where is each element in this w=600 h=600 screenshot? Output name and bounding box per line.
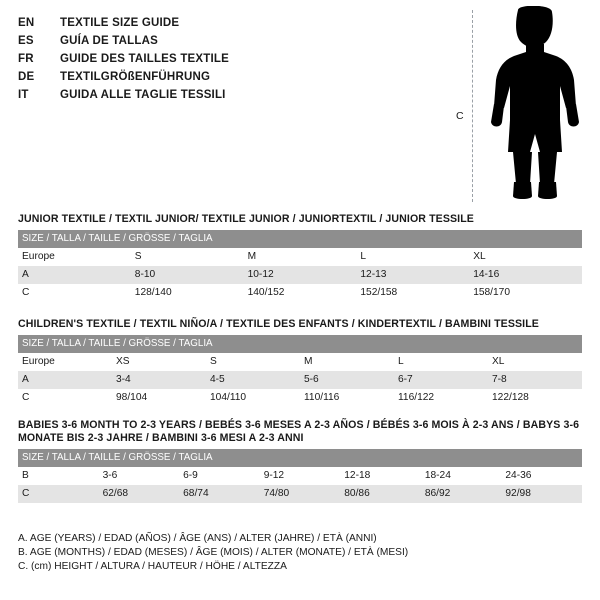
- language-code: DE: [18, 71, 35, 83]
- cell: 74/80: [260, 485, 341, 503]
- row-label: Europe: [18, 353, 112, 371]
- table-row: [18, 248, 582, 266]
- language-title: GUÍA DE TALLAS: [60, 35, 158, 47]
- dashed-height-line: [472, 10, 473, 202]
- language-code: EN: [18, 17, 35, 29]
- legend-line-a: A. AGE (YEARS) / EDAD (AÑOS) / ÂGE (ANS) / ALTER (JAHRE) / ETÀ (ANNI): [18, 533, 377, 544]
- cell: 24-36: [501, 467, 582, 485]
- section-junior: [18, 213, 582, 302]
- cell: 128/140: [131, 284, 244, 302]
- cell: 8-10: [131, 266, 244, 284]
- table-row: [18, 266, 582, 284]
- cell: 80/86: [340, 485, 421, 503]
- cell: M: [244, 248, 357, 266]
- cell: 152/158: [356, 284, 469, 302]
- table-row: [18, 485, 582, 503]
- legend-line-b: B. AGE (MONTHS) / EDAD (MESES) / ÂGE (MOIS) / ALTER (MONATE) / ETÀ (MESI): [18, 547, 409, 558]
- junior-size-table: [18, 230, 582, 302]
- cell: 6-7: [394, 371, 488, 389]
- table-header-label: SIZE / TALLA / TAILLE / GRÖSSE / TAGLIA: [18, 449, 582, 467]
- cell: 92/98: [501, 485, 582, 503]
- table-header-row: [18, 335, 582, 353]
- cell: 14-16: [469, 266, 582, 284]
- cell: 9-12: [260, 467, 341, 485]
- language-title-block: [18, 14, 438, 104]
- cell: 7-8: [488, 371, 582, 389]
- cell: M: [300, 353, 394, 371]
- table-header-label: SIZE / TALLA / TAILLE / GRÖSSE / TAGLIA: [18, 230, 582, 248]
- language-title: GUIDE DES TAILLES TEXTILE: [60, 53, 229, 65]
- table-row: [18, 389, 582, 407]
- language-row-fr: [18, 50, 438, 68]
- height-measure-label: C: [456, 110, 464, 122]
- row-label: Europe: [18, 248, 131, 266]
- language-row-en: [18, 14, 438, 32]
- row-label: B: [18, 467, 99, 485]
- cell: 116/122: [394, 389, 488, 407]
- table-header-row: [18, 230, 582, 248]
- table-header-label: SIZE / TALLA / TAILLE / GRÖSSE / TAGLIA: [18, 335, 582, 353]
- language-code: IT: [18, 89, 29, 101]
- cell: 98/104: [112, 389, 206, 407]
- table-header-row: [18, 449, 582, 467]
- figure-area: [450, 6, 590, 206]
- cell: 12-13: [356, 266, 469, 284]
- language-title: GUIDA ALLE TAGLIE TESSILI: [60, 89, 226, 101]
- table-row: [18, 353, 582, 371]
- cell: 6-9: [179, 467, 260, 485]
- language-row-it: [18, 86, 438, 104]
- language-code: ES: [18, 35, 34, 47]
- cell: 110/116: [300, 389, 394, 407]
- legend-line-c: C. (cm) HEIGHT / ALTURA / HAUTEUR / HÖHE / ALTEZZA: [18, 561, 287, 572]
- cell: 122/128: [488, 389, 582, 407]
- cell: XL: [469, 248, 582, 266]
- language-row-es: [18, 32, 438, 50]
- table-row: [18, 284, 582, 302]
- row-label: C: [18, 389, 112, 407]
- row-label: C: [18, 284, 131, 302]
- cell: XS: [112, 353, 206, 371]
- cell: 86/92: [421, 485, 502, 503]
- cell: 140/152: [244, 284, 357, 302]
- section-title: BABIES 3-6 MONTH TO 2-3 YEARS / BEBÉS 3-6 MESES A 2-3 AÑOS / BÉBÉS 3-6 MOIS À 2-3 ANS / BABYS 3-6 MONATE BIS 2-3 JAHRE / BAMBINI 3-6 MESI A 2-3 ANNI: [18, 419, 580, 444]
- cell: L: [394, 353, 488, 371]
- cell: S: [206, 353, 300, 371]
- section-babies: [18, 419, 582, 503]
- cell: 62/68: [99, 485, 180, 503]
- children-size-table: [18, 335, 582, 407]
- babies-size-table: [18, 449, 582, 503]
- cell: S: [131, 248, 244, 266]
- cell: 104/110: [206, 389, 300, 407]
- cell: 3-6: [99, 467, 180, 485]
- child-silhouette-icon: [480, 6, 590, 206]
- cell: 158/170: [469, 284, 582, 302]
- language-title: TEXTILE SIZE GUIDE: [60, 17, 180, 29]
- cell: 3-4: [112, 371, 206, 389]
- row-label: C: [18, 485, 99, 503]
- table-row: [18, 467, 582, 485]
- legend-block: [18, 532, 582, 574]
- row-label: A: [18, 371, 112, 389]
- row-label: A: [18, 266, 131, 284]
- cell: 18-24: [421, 467, 502, 485]
- section-title: CHILDREN'S TEXTILE / TEXTIL NIÑO/A / TEXTILE DES ENFANTS / KINDERTEXTIL / BAMBINI TESSILE: [18, 318, 539, 330]
- cell: L: [356, 248, 469, 266]
- cell: 68/74: [179, 485, 260, 503]
- cell: XL: [488, 353, 582, 371]
- language-code: FR: [18, 53, 34, 65]
- cell: 12-18: [340, 467, 421, 485]
- section-title: JUNIOR TEXTILE / TEXTIL JUNIOR/ TEXTILE JUNIOR / JUNIORTEXTIL / JUNIOR TESSILE: [18, 213, 474, 225]
- cell: 10-12: [244, 266, 357, 284]
- table-row: [18, 371, 582, 389]
- cell: 4-5: [206, 371, 300, 389]
- language-title: TEXTILGRÖßENFÜHRUNG: [60, 71, 211, 83]
- language-row-de: [18, 68, 438, 86]
- cell: 5-6: [300, 371, 394, 389]
- section-children: [18, 318, 582, 407]
